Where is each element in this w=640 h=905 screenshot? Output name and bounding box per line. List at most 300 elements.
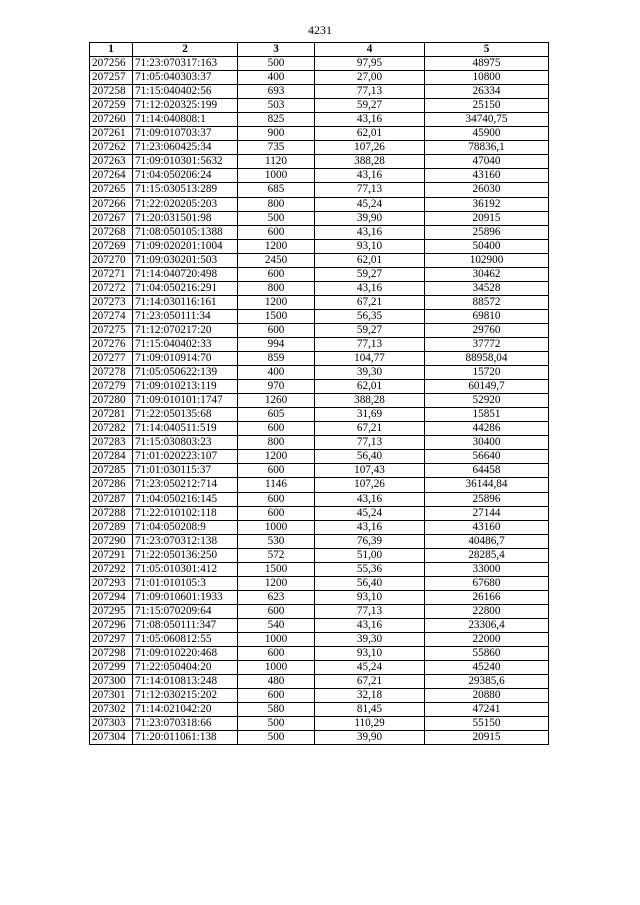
table-cell: 20880 xyxy=(425,689,549,703)
table-cell: 71:15:030803:23 xyxy=(133,436,238,450)
table-cell: 71:22:010102:118 xyxy=(133,506,238,520)
table-cell: 45,24 xyxy=(315,661,425,675)
table-row xyxy=(90,576,549,590)
table-cell: 71:15:040402:56 xyxy=(133,85,238,99)
table-cell: 93,10 xyxy=(315,590,425,604)
table-cell: 45900 xyxy=(425,127,549,141)
table-cell: 207271 xyxy=(90,267,133,281)
table-cell: 800 xyxy=(238,436,315,450)
table-cell: 71:09:010301:5632 xyxy=(133,155,238,169)
table-cell: 44286 xyxy=(425,422,549,436)
table-cell: 59,27 xyxy=(315,323,425,337)
table-cell: 71:09:020201:1004 xyxy=(133,239,238,253)
table-cell: 600 xyxy=(238,225,315,239)
table-cell: 71:14:040808:1 xyxy=(133,113,238,127)
table-cell: 29760 xyxy=(425,323,549,337)
table-cell: 735 xyxy=(238,141,315,155)
table-cell: 1200 xyxy=(238,239,315,253)
table-cell: 207268 xyxy=(90,225,133,239)
table-cell: 26334 xyxy=(425,85,549,99)
table-cell: 71:09:010914:70 xyxy=(133,352,238,366)
table-cell: 97,95 xyxy=(315,57,425,71)
table-cell: 207262 xyxy=(90,141,133,155)
column-header-2: 2 xyxy=(133,43,238,57)
table-row xyxy=(90,604,549,618)
table-cell: 207302 xyxy=(90,703,133,717)
table-cell: 207275 xyxy=(90,323,133,337)
table-cell: 67680 xyxy=(425,576,549,590)
table-cell: 71:05:060812:55 xyxy=(133,632,238,646)
table-cell: 388,28 xyxy=(315,155,425,169)
table-row xyxy=(90,408,549,422)
table-cell: 43,16 xyxy=(315,618,425,632)
table-cell: 207278 xyxy=(90,366,133,380)
table-cell: 59,27 xyxy=(315,99,425,113)
table-cell: 207259 xyxy=(90,99,133,113)
table-row xyxy=(90,309,549,323)
table-cell: 207272 xyxy=(90,281,133,295)
table-cell: 40486,7 xyxy=(425,534,549,548)
table-cell: 28285,4 xyxy=(425,548,549,562)
table-cell: 36192 xyxy=(425,197,549,211)
table-cell: 55,36 xyxy=(315,562,425,576)
table-row xyxy=(90,703,549,717)
table-row xyxy=(90,71,549,85)
table-cell: 39,90 xyxy=(315,211,425,225)
table-cell: 62,01 xyxy=(315,253,425,267)
table-row xyxy=(90,534,549,548)
table-row xyxy=(90,366,549,380)
table-cell: 71:09:010101:1747 xyxy=(133,394,238,408)
table-cell: 71:08:050111:347 xyxy=(133,618,238,632)
table-cell: 20915 xyxy=(425,731,549,745)
table-cell: 859 xyxy=(238,352,315,366)
header-row xyxy=(90,43,549,57)
table-body xyxy=(90,57,549,745)
table-cell: 580 xyxy=(238,703,315,717)
table-cell: 71:23:050212:714 xyxy=(133,478,238,492)
table-row xyxy=(90,352,549,366)
table-cell: 600 xyxy=(238,506,315,520)
table-cell: 207261 xyxy=(90,127,133,141)
table-row xyxy=(90,57,549,71)
table-cell: 600 xyxy=(238,422,315,436)
table-cell: 45,24 xyxy=(315,197,425,211)
table-cell: 1260 xyxy=(238,394,315,408)
table-row xyxy=(90,169,549,183)
table-cell: 34528 xyxy=(425,281,549,295)
table-cell: 55150 xyxy=(425,717,549,731)
table-cell: 43160 xyxy=(425,169,549,183)
table-cell: 48975 xyxy=(425,57,549,71)
table-cell: 56,40 xyxy=(315,576,425,590)
table-cell: 207277 xyxy=(90,352,133,366)
table-row xyxy=(90,464,549,478)
table-cell: 71:12:070217:20 xyxy=(133,323,238,337)
table-cell: 76,39 xyxy=(315,534,425,548)
table-cell: 71:09:030201:503 xyxy=(133,253,238,267)
table-cell: 1200 xyxy=(238,450,315,464)
table-cell: 207294 xyxy=(90,590,133,604)
table-cell: 71:14:010813:248 xyxy=(133,675,238,689)
table-cell: 825 xyxy=(238,113,315,127)
table-cell: 207270 xyxy=(90,253,133,267)
table-cell: 400 xyxy=(238,366,315,380)
table-cell: 207296 xyxy=(90,618,133,632)
table-cell: 71:05:040303:37 xyxy=(133,71,238,85)
table-cell: 55860 xyxy=(425,647,549,661)
table-cell: 207292 xyxy=(90,562,133,576)
table-row xyxy=(90,113,549,127)
table-cell: 110,29 xyxy=(315,717,425,731)
table-cell: 10800 xyxy=(425,71,549,85)
table-cell: 1500 xyxy=(238,562,315,576)
table-cell: 207274 xyxy=(90,309,133,323)
table-cell: 71:22:050136:250 xyxy=(133,548,238,562)
table-cell: 207264 xyxy=(90,169,133,183)
table-cell: 36144,84 xyxy=(425,478,549,492)
table-cell: 43160 xyxy=(425,520,549,534)
table-cell: 43,16 xyxy=(315,281,425,295)
table-row xyxy=(90,506,549,520)
table-cell: 503 xyxy=(238,99,315,113)
table-cell: 27144 xyxy=(425,506,549,520)
table-cell: 800 xyxy=(238,281,315,295)
table-row xyxy=(90,731,549,745)
table-cell: 207290 xyxy=(90,534,133,548)
table-cell: 47241 xyxy=(425,703,549,717)
table-cell: 56640 xyxy=(425,450,549,464)
table-cell: 32,18 xyxy=(315,689,425,703)
table-cell: 25150 xyxy=(425,99,549,113)
table-cell: 102900 xyxy=(425,253,549,267)
table-cell: 207288 xyxy=(90,506,133,520)
table-cell: 56,35 xyxy=(315,309,425,323)
table-cell: 1000 xyxy=(238,169,315,183)
table-row xyxy=(90,197,549,211)
table-cell: 71:23:060425:34 xyxy=(133,141,238,155)
table-cell: 67,21 xyxy=(315,422,425,436)
table-cell: 800 xyxy=(238,197,315,211)
table-row xyxy=(90,295,549,309)
table-cell: 207287 xyxy=(90,492,133,506)
table-row xyxy=(90,380,549,394)
table-cell: 71:08:050105:1388 xyxy=(133,225,238,239)
table-row xyxy=(90,492,549,506)
table-cell: 71:04:050208:9 xyxy=(133,520,238,534)
table-cell: 67,21 xyxy=(315,295,425,309)
table-cell: 1146 xyxy=(238,478,315,492)
table-cell: 71:14:040720:498 xyxy=(133,267,238,281)
table-row xyxy=(90,478,549,492)
table-cell: 207300 xyxy=(90,675,133,689)
table-row xyxy=(90,337,549,351)
table-cell: 15851 xyxy=(425,408,549,422)
table-cell: 71:09:010703:37 xyxy=(133,127,238,141)
table-cell: 33000 xyxy=(425,562,549,576)
table-cell: 207303 xyxy=(90,717,133,731)
table-cell: 71:23:070312:138 xyxy=(133,534,238,548)
table-cell: 71:05:050622:139 xyxy=(133,366,238,380)
table-cell: 207265 xyxy=(90,183,133,197)
table-row xyxy=(90,127,549,141)
table-row xyxy=(90,281,549,295)
table-cell: 71:20:011061:138 xyxy=(133,731,238,745)
table-cell: 207291 xyxy=(90,548,133,562)
table-cell: 22000 xyxy=(425,632,549,646)
table-cell: 970 xyxy=(238,380,315,394)
table-row xyxy=(90,85,549,99)
table-cell: 104,77 xyxy=(315,352,425,366)
table-cell: 39,30 xyxy=(315,632,425,646)
table-cell: 207286 xyxy=(90,478,133,492)
column-header-5: 5 xyxy=(425,43,549,57)
table-cell: 25896 xyxy=(425,492,549,506)
table-cell: 71:12:030215:202 xyxy=(133,689,238,703)
table-row xyxy=(90,520,549,534)
table-cell: 500 xyxy=(238,211,315,225)
table-cell: 207276 xyxy=(90,337,133,351)
table-cell: 71:14:021042:20 xyxy=(133,703,238,717)
table-row xyxy=(90,99,549,113)
table-row xyxy=(90,225,549,239)
table-row xyxy=(90,267,549,281)
table-row xyxy=(90,253,549,267)
table-cell: 26030 xyxy=(425,183,549,197)
table-cell: 69810 xyxy=(425,309,549,323)
page-number: 4231 xyxy=(308,23,332,37)
table-cell: 77,13 xyxy=(315,436,425,450)
table-row xyxy=(90,422,549,436)
table-cell: 500 xyxy=(238,731,315,745)
table-row xyxy=(90,239,549,253)
table-cell: 107,26 xyxy=(315,141,425,155)
table-cell: 71:20:031501:98 xyxy=(133,211,238,225)
table-cell: 685 xyxy=(238,183,315,197)
table-cell: 20915 xyxy=(425,211,549,225)
table-cell: 693 xyxy=(238,85,315,99)
table-row xyxy=(90,183,549,197)
table-cell: 994 xyxy=(238,337,315,351)
table-cell: 71:22:020205:203 xyxy=(133,197,238,211)
table-cell: 26166 xyxy=(425,590,549,604)
table-row xyxy=(90,323,549,337)
table-cell: 207260 xyxy=(90,113,133,127)
table-cell: 88572 xyxy=(425,295,549,309)
table-cell: 37772 xyxy=(425,337,549,351)
table-cell: 1200 xyxy=(238,295,315,309)
table-cell: 15720 xyxy=(425,366,549,380)
column-header-4: 4 xyxy=(315,43,425,57)
table-row xyxy=(90,632,549,646)
table-cell: 71:23:050111:34 xyxy=(133,309,238,323)
table-cell: 71:05:010301:412 xyxy=(133,562,238,576)
table-cell: 207285 xyxy=(90,464,133,478)
table-cell: 207279 xyxy=(90,380,133,394)
table-cell: 388,28 xyxy=(315,394,425,408)
table-cell: 93,10 xyxy=(315,647,425,661)
table-cell: 1000 xyxy=(238,632,315,646)
table-cell: 480 xyxy=(238,675,315,689)
table-row xyxy=(90,548,549,562)
table-row xyxy=(90,394,549,408)
table-cell: 31,69 xyxy=(315,408,425,422)
table-cell: 71:15:070209:64 xyxy=(133,604,238,618)
table-cell: 207297 xyxy=(90,632,133,646)
table-cell: 900 xyxy=(238,127,315,141)
table-cell: 60149,7 xyxy=(425,380,549,394)
table-cell: 77,13 xyxy=(315,183,425,197)
table-cell: 50400 xyxy=(425,239,549,253)
table-cell: 22800 xyxy=(425,604,549,618)
table-cell: 207299 xyxy=(90,661,133,675)
table-cell: 71:09:010220:468 xyxy=(133,647,238,661)
table-cell: 207257 xyxy=(90,71,133,85)
table-cell: 207298 xyxy=(90,647,133,661)
table-row xyxy=(90,436,549,450)
table-cell: 207266 xyxy=(90,197,133,211)
table-cell: 78836,1 xyxy=(425,141,549,155)
table-row xyxy=(90,211,549,225)
table-cell: 1200 xyxy=(238,576,315,590)
table-cell: 47040 xyxy=(425,155,549,169)
table-cell: 43,16 xyxy=(315,520,425,534)
table-row xyxy=(90,689,549,703)
table-cell: 88958,04 xyxy=(425,352,549,366)
table-cell: 600 xyxy=(238,604,315,618)
table-cell: 207289 xyxy=(90,520,133,534)
table-row xyxy=(90,661,549,675)
data-table xyxy=(89,42,549,745)
table-cell: 600 xyxy=(238,464,315,478)
table-row xyxy=(90,717,549,731)
table-cell: 600 xyxy=(238,647,315,661)
table-cell: 71:09:010213:119 xyxy=(133,380,238,394)
table-cell: 500 xyxy=(238,57,315,71)
table-cell: 207280 xyxy=(90,394,133,408)
table-cell: 77,13 xyxy=(315,604,425,618)
table-cell: 62,01 xyxy=(315,127,425,141)
table-cell: 1500 xyxy=(238,309,315,323)
table-row xyxy=(90,155,549,169)
table-cell: 71:14:040511:519 xyxy=(133,422,238,436)
table-cell: 600 xyxy=(238,267,315,281)
table-cell: 62,01 xyxy=(315,380,425,394)
table-cell: 71:04:050206:24 xyxy=(133,169,238,183)
table-cell: 52920 xyxy=(425,394,549,408)
table-cell: 71:01:020223:107 xyxy=(133,450,238,464)
table-cell: 27,00 xyxy=(315,71,425,85)
table-cell: 71:23:070317:163 xyxy=(133,57,238,71)
table-cell: 43,16 xyxy=(315,169,425,183)
table-cell: 45,24 xyxy=(315,506,425,520)
table-cell: 23306,4 xyxy=(425,618,549,632)
table-cell: 71:22:050404:20 xyxy=(133,661,238,675)
table-cell: 207283 xyxy=(90,436,133,450)
table-cell: 207256 xyxy=(90,57,133,71)
table-cell: 71:09:010601:1933 xyxy=(133,590,238,604)
table-cell: 30462 xyxy=(425,267,549,281)
table-cell: 207282 xyxy=(90,422,133,436)
table-cell: 623 xyxy=(238,590,315,604)
table-cell: 71:23:070318:66 xyxy=(133,717,238,731)
table-cell: 2450 xyxy=(238,253,315,267)
table-cell: 207301 xyxy=(90,689,133,703)
table-cell: 207267 xyxy=(90,211,133,225)
table-cell: 34740,75 xyxy=(425,113,549,127)
table-cell: 29385,6 xyxy=(425,675,549,689)
table-cell: 71:22:050135:68 xyxy=(133,408,238,422)
table-cell: 107,43 xyxy=(315,464,425,478)
table-cell: 71:15:040402:33 xyxy=(133,337,238,351)
table-cell: 64458 xyxy=(425,464,549,478)
table-row xyxy=(90,590,549,604)
table-cell: 600 xyxy=(238,323,315,337)
table-cell: 207258 xyxy=(90,85,133,99)
table-cell: 77,13 xyxy=(315,85,425,99)
table-cell: 400 xyxy=(238,71,315,85)
table-cell: 600 xyxy=(238,492,315,506)
table-row xyxy=(90,647,549,661)
table-cell: 43,16 xyxy=(315,113,425,127)
table-cell: 93,10 xyxy=(315,239,425,253)
table-cell: 71:04:050216:145 xyxy=(133,492,238,506)
table-cell: 207284 xyxy=(90,450,133,464)
table-cell: 71:14:030116:161 xyxy=(133,295,238,309)
table-cell: 530 xyxy=(238,534,315,548)
table-cell: 1120 xyxy=(238,155,315,169)
table-cell: 71:01:030115:37 xyxy=(133,464,238,478)
table-cell: 605 xyxy=(238,408,315,422)
table-cell: 71:12:020325:199 xyxy=(133,99,238,113)
table-cell: 81,45 xyxy=(315,703,425,717)
table-row xyxy=(90,562,549,576)
table-row xyxy=(90,141,549,155)
table-cell: 207263 xyxy=(90,155,133,169)
table-cell: 207273 xyxy=(90,295,133,309)
table-row xyxy=(90,675,549,689)
table-cell: 56,40 xyxy=(315,450,425,464)
table-cell: 71:01:010105:3 xyxy=(133,576,238,590)
table-cell: 43,16 xyxy=(315,225,425,239)
table-cell: 67,21 xyxy=(315,675,425,689)
table-cell: 207295 xyxy=(90,604,133,618)
column-header-3: 3 xyxy=(238,43,315,57)
table-cell: 207293 xyxy=(90,576,133,590)
table-cell: 59,27 xyxy=(315,267,425,281)
table-cell: 500 xyxy=(238,717,315,731)
table-cell: 71:15:030513:289 xyxy=(133,183,238,197)
table-cell: 25896 xyxy=(425,225,549,239)
table-cell: 39,90 xyxy=(315,731,425,745)
table-cell: 207269 xyxy=(90,239,133,253)
table-cell: 1000 xyxy=(238,661,315,675)
table-cell: 207304 xyxy=(90,731,133,745)
table-cell: 540 xyxy=(238,618,315,632)
table-cell: 1000 xyxy=(238,520,315,534)
table-cell: 77,13 xyxy=(315,337,425,351)
table-row xyxy=(90,618,549,632)
table-cell: 45240 xyxy=(425,661,549,675)
table-cell: 43,16 xyxy=(315,492,425,506)
table-cell: 51,00 xyxy=(315,548,425,562)
table-cell: 30400 xyxy=(425,436,549,450)
table-cell: 600 xyxy=(238,689,315,703)
table-cell: 39,30 xyxy=(315,366,425,380)
table-cell: 572 xyxy=(238,548,315,562)
column-header-1: 1 xyxy=(90,43,133,57)
table-row xyxy=(90,450,549,464)
